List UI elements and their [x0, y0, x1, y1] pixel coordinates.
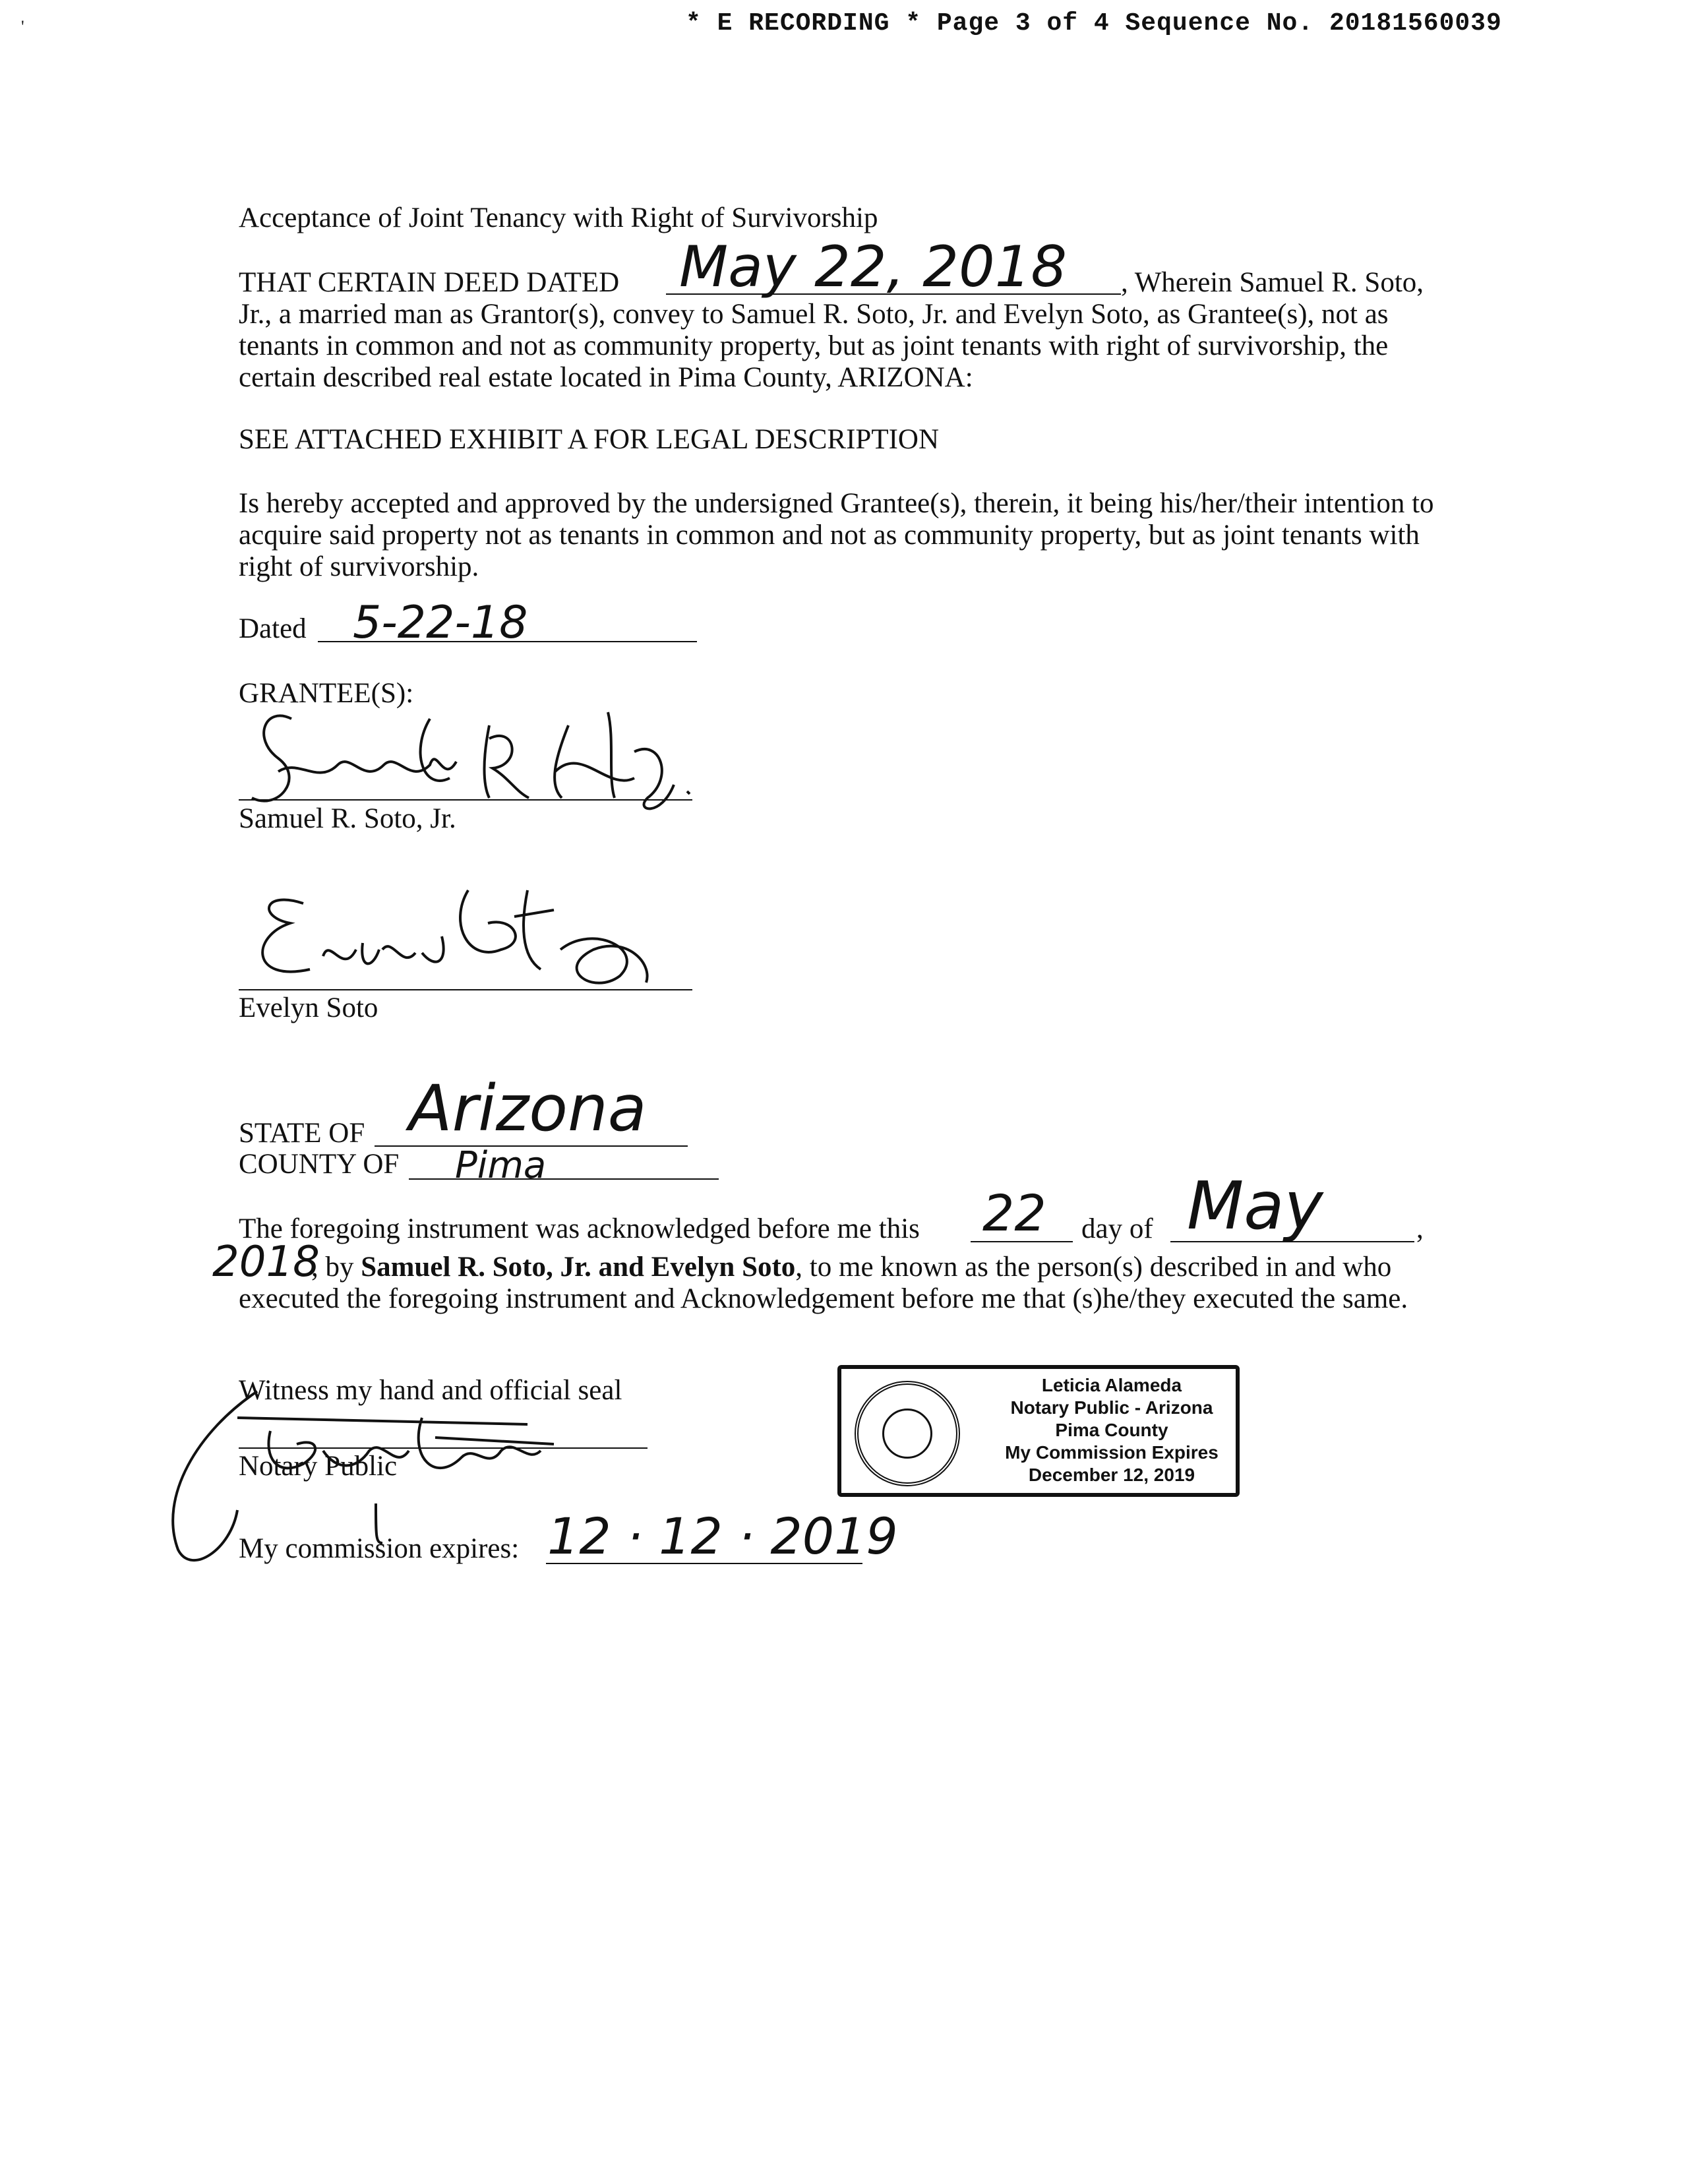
samuel-signature-line	[239, 799, 692, 801]
document-title: Acceptance of Joint Tenancy with Right of Survivorship	[239, 202, 878, 233]
grantees-heading: GRANTEE(S):	[239, 678, 414, 709]
ack-part4: , to me known as the person(s) described in and who executed the foregoing instrument and Acknowledgement before me that (s)he/they executed the same.	[239, 1252, 1408, 1314]
state-seal-icon	[855, 1381, 960, 1486]
ack-comma: ,	[1416, 1213, 1424, 1244]
deed-body: Jr., a married man as Grantor(s), convey to Samuel R. Soto, Jr. and Evelyn Soto, as Grantee(s), not as tenants in common and not as community property, but as joint tenants with right of survivorship, the certain described real estate located in Pima County, ARIZONA:	[239, 299, 1389, 393]
signature-evelyn-soto	[251, 870, 659, 1002]
notary-label: Notary Public	[239, 1451, 398, 1482]
acceptance-paragraph: Is hereby accepted and approved by the undersigned Grantee(s), therein, it being his/her/their intention to acquire said property not as tenants in common and not as community property, but as joint tenants with right of survivorship.	[239, 488, 1434, 582]
dated-handwritten: 5-22-18	[353, 597, 528, 649]
ack-part1: The foregoing instrument was acknowledged before me this	[239, 1213, 920, 1244]
commission-label: My commission expires:	[239, 1533, 520, 1564]
stamp-line-date: December 12, 2019	[1028, 1465, 1195, 1485]
evelyn-signature-line	[239, 989, 692, 990]
state-label: STATE OF	[239, 1118, 365, 1149]
ack-names: Samuel R. Soto, Jr. and Evelyn Soto	[361, 1252, 796, 1283]
county-label: COUNTY OF	[239, 1149, 400, 1180]
ack-month-handwritten: May	[1187, 1167, 1323, 1244]
scan-mark: '	[21, 17, 24, 36]
stamp-line-county: Pima County	[1055, 1420, 1168, 1440]
witness-text: Witness my hand and official seal	[239, 1375, 622, 1406]
deed-line1-suffix: , Wherein Samuel R. Soto,	[1121, 267, 1424, 298]
stamp-line-title: Notary Public - Arizona	[1010, 1397, 1213, 1418]
stamp-line-expires: My Commission Expires	[1005, 1442, 1219, 1463]
commission-handwritten: 12 · 12 · 2019	[547, 1507, 898, 1565]
grantee-name-evelyn: Evelyn Soto	[239, 992, 378, 1023]
county-handwritten: Pima	[455, 1144, 547, 1187]
deed-date-handwritten: May 22, 2018	[679, 234, 1068, 300]
notary-signature-line	[239, 1447, 648, 1449]
ack-year-handwritten: 2018	[212, 1238, 320, 1287]
recording-header: * E RECORDING * Page 3 of 4 Sequence No. 20181560039	[686, 9, 1502, 38]
ack-body	[212, 1238, 1452, 1315]
deed-prefix: THAT CERTAIN DEED DATED	[239, 267, 620, 298]
state-handwritten: Arizona	[409, 1072, 647, 1145]
grantee-name-samuel: Samuel R. Soto, Jr.	[239, 803, 456, 834]
stamp-text	[986, 1374, 1237, 1486]
exhibit-reference: SEE ATTACHED EXHIBIT A FOR LEGAL DESCRIPTION	[239, 424, 940, 455]
ack-day-handwritten: 22	[982, 1184, 1046, 1242]
stamp-line-name: Leticia Alameda	[1041, 1375, 1182, 1395]
ack-part2: day of	[1081, 1213, 1153, 1244]
notary-stamp	[837, 1365, 1240, 1497]
ack-part3: , by	[311, 1252, 361, 1283]
dated-label: Dated	[239, 613, 307, 644]
